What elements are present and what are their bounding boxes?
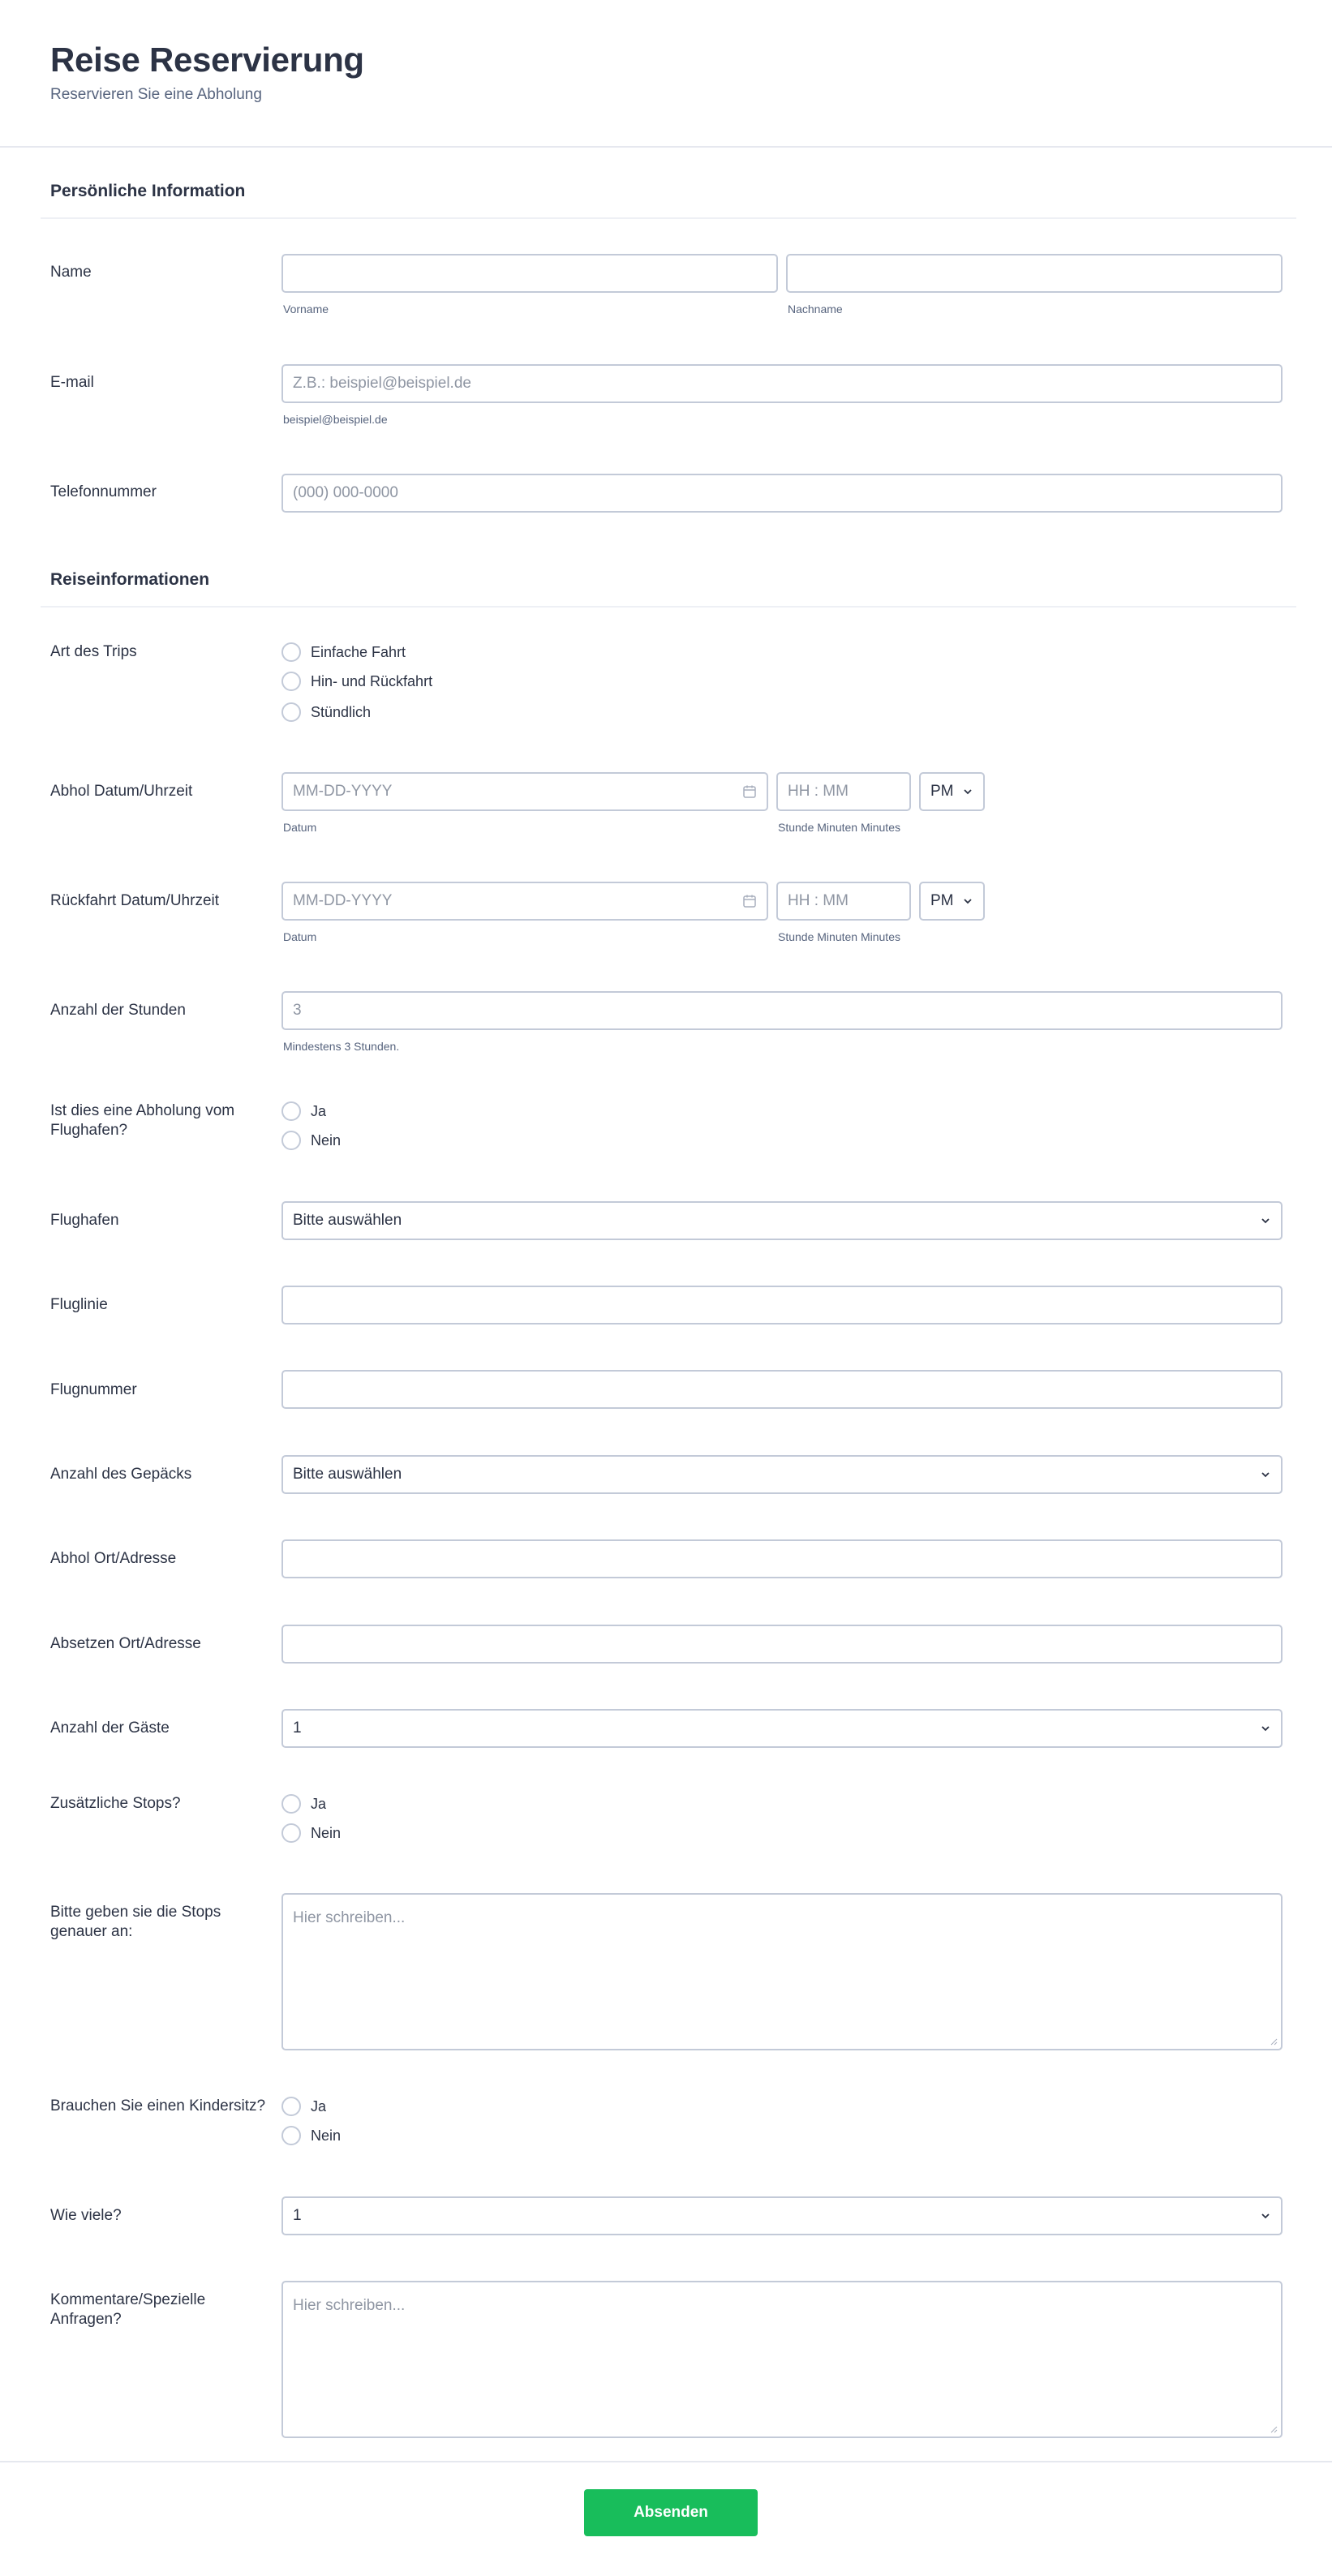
chevron-down-icon <box>962 895 973 907</box>
radio-label: Nein <box>311 1131 342 1148</box>
hours-sublabel: Mindestens 3 Stunden. <box>283 1040 400 1053</box>
email-label: E-mail <box>50 374 94 391</box>
radio-circle[interactable] <box>281 642 301 662</box>
return-time-sublabel: Stunde Minuten Minutes <box>778 930 900 943</box>
radio-label: Ja <box>311 2097 327 2114</box>
radio-circle[interactable] <box>281 1823 301 1843</box>
pickup-date-sublabel: Datum <box>283 821 317 834</box>
return-time-input[interactable] <box>776 882 911 921</box>
radio-label: Einfache Fahrt <box>311 643 406 660</box>
first-name-input[interactable] <box>281 254 778 293</box>
last-name-input[interactable] <box>786 254 1283 293</box>
radio-circle[interactable] <box>281 1794 301 1814</box>
radio-circle[interactable] <box>281 2126 301 2145</box>
section-divider <box>41 606 1296 608</box>
flight-number-label: Flugnummer <box>50 1381 137 1398</box>
return-date-input[interactable] <box>281 882 768 921</box>
resize-grip-icon[interactable] <box>1270 2425 1278 2433</box>
page-title: Reise Reservierung <box>50 41 364 79</box>
comments-label: Kommentare/Spezielle Anfragen? <box>50 2291 206 2328</box>
first-name-sublabel: Vorname <box>283 303 329 316</box>
stops-detail-placeholder: Hier schreiben... <box>293 1909 406 1926</box>
hours-label: Anzahl der Stunden <box>50 1002 186 1019</box>
calendar-icon[interactable] <box>742 894 757 908</box>
chevron-down-icon <box>1260 1469 1271 1480</box>
pickup-date-placeholder: MM-DD-YYYY <box>293 783 393 800</box>
pickup-address-label: Abhol Ort/Adresse <box>50 1550 177 1567</box>
trip-type-label: Art des Trips <box>50 643 137 660</box>
calendar-icon[interactable] <box>742 784 757 799</box>
radio-circle[interactable] <box>281 2097 301 2116</box>
radio-childseat-yes[interactable] <box>281 2096 326 2117</box>
submit-button[interactable]: Absenden <box>584 2489 758 2536</box>
radio-circle[interactable] <box>281 1101 301 1121</box>
guests-label: Anzahl der Gäste <box>50 1719 170 1737</box>
radio-label: Stündlich <box>311 703 372 720</box>
phone-label: Telefonnummer <box>50 483 157 500</box>
radio-stops-no[interactable] <box>281 1823 341 1844</box>
pickup-date-input[interactable] <box>281 772 768 811</box>
radio-label: Ja <box>311 1795 327 1812</box>
radio-one-way[interactable] <box>281 642 406 663</box>
airline-input[interactable] <box>281 1286 1283 1324</box>
radio-hourly[interactable] <box>281 702 371 723</box>
return-ampm-select[interactable] <box>919 882 985 921</box>
radio-label: Nein <box>311 1824 342 1841</box>
return-date-placeholder: MM-DD-YYYY <box>293 892 393 909</box>
luggage-label: Anzahl des Gepäcks <box>50 1466 192 1483</box>
section-title-travel: Reiseinformationen <box>50 570 210 589</box>
radio-label: Hin- und Rückfahrt <box>311 672 433 689</box>
how-many-select[interactable] <box>281 2196 1283 2235</box>
footer-divider <box>0 2461 1332 2462</box>
stops-detail-label: Bitte geben sie die Stops genauer an: <box>50 1904 221 1940</box>
hours-placeholder: 3 <box>293 1002 302 1019</box>
pickup-time-sublabel: Stunde Minuten Minutes <box>778 821 900 834</box>
pickup-ampm-select[interactable] <box>919 772 985 811</box>
pickup-datetime-label: Abhol Datum/Uhrzeit <box>50 783 193 800</box>
radio-stops-yes[interactable] <box>281 1793 326 1814</box>
name-label: Name <box>50 264 92 281</box>
phone-input[interactable] <box>281 474 1283 513</box>
extra-stops-label: Zusätzliche Stops? <box>50 1795 181 1812</box>
airport-select[interactable] <box>281 1201 1283 1240</box>
radio-circle[interactable] <box>281 702 301 722</box>
section-divider <box>41 217 1296 219</box>
chevron-down-icon <box>1260 1723 1271 1734</box>
return-time-placeholder: HH : MM <box>788 892 849 909</box>
radio-airport-yes[interactable] <box>281 1101 326 1122</box>
email-sublabel: beispiel@beispiel.de <box>283 413 388 426</box>
page-subtitle: Reservieren Sie eine Abholung <box>50 86 262 103</box>
how-many-label: Wie viele? <box>50 2207 122 2224</box>
radio-label: Nein <box>311 2127 342 2144</box>
comments-textarea[interactable] <box>281 2281 1283 2438</box>
radio-circle[interactable] <box>281 1131 301 1150</box>
luggage-select[interactable] <box>281 1455 1283 1494</box>
pickup-address-input[interactable] <box>281 1539 1283 1578</box>
resize-grip-icon[interactable] <box>1270 2037 1278 2046</box>
email-placeholder: Z.B.: beispiel@beispiel.de <box>293 375 471 392</box>
dropoff-address-input[interactable] <box>281 1625 1283 1664</box>
airport-label: Flughafen <box>50 1212 119 1229</box>
email-input[interactable] <box>281 364 1283 403</box>
radio-circle[interactable] <box>281 672 301 691</box>
phone-placeholder: (000) 000-0000 <box>293 484 398 501</box>
chevron-down-icon <box>962 786 973 797</box>
airline-label: Fluglinie <box>50 1296 108 1313</box>
return-datetime-label: Rückfahrt Datum/Uhrzeit <box>50 892 220 909</box>
hours-input[interactable] <box>281 991 1283 1030</box>
guests-value: 1 <box>293 1719 302 1737</box>
return-date-sublabel: Datum <box>283 930 317 943</box>
radio-round-trip[interactable] <box>281 671 432 692</box>
pickup-time-input[interactable] <box>776 772 911 811</box>
section-title-personal: Persönliche Information <box>50 182 246 200</box>
comments-placeholder: Hier schreiben... <box>293 2297 406 2314</box>
pickup-ampm-value: PM <box>930 783 954 800</box>
stops-detail-textarea[interactable] <box>281 1893 1283 2050</box>
dropoff-address-label: Absetzen Ort/Adresse <box>50 1635 201 1652</box>
airport-value: Bitte auswählen <box>293 1212 402 1229</box>
luggage-value: Bitte auswählen <box>293 1466 402 1483</box>
how-many-value: 1 <box>293 2207 302 2224</box>
chevron-down-icon <box>1260 2210 1271 2222</box>
flight-number-input[interactable] <box>281 1370 1283 1409</box>
radio-label: Ja <box>311 1102 327 1119</box>
return-ampm-value: PM <box>930 892 954 909</box>
form-header <box>0 0 1332 148</box>
radio-childseat-no[interactable] <box>281 2125 341 2146</box>
radio-airport-no[interactable] <box>281 1130 341 1151</box>
pickup-time-placeholder: HH : MM <box>788 783 849 800</box>
child-seat-label: Brauchen Sie einen Kindersitz? <box>50 2097 266 2114</box>
last-name-sublabel: Nachname <box>788 303 843 316</box>
chevron-down-icon <box>1260 1215 1271 1226</box>
guests-select[interactable] <box>281 1709 1283 1748</box>
airport-pickup-label: Ist dies eine Abholung vom Flughafen? <box>50 1102 235 1139</box>
